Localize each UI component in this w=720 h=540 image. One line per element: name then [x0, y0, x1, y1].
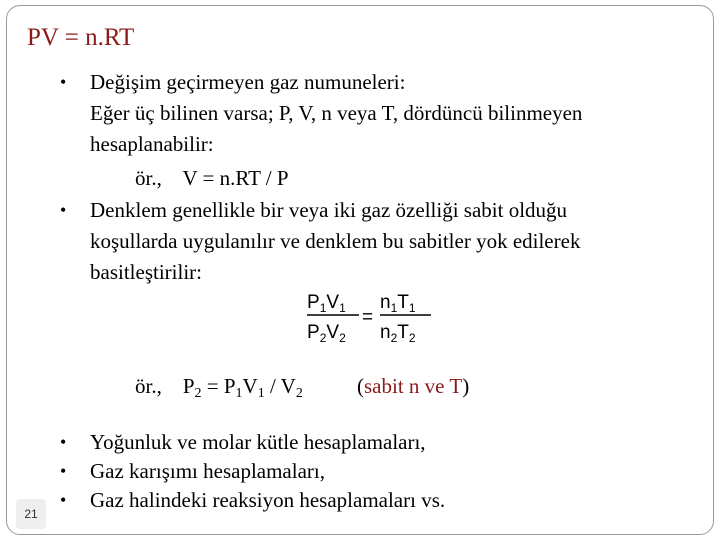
svg-text:P2V2: $P_2V_2$ — [307, 322, 346, 345]
bullet-1-line-3: hesaplanabilir: — [90, 132, 214, 156]
bullet-2-line-2: koşullarda uygulanılır ve denklem bu sabitler yok edilerek — [90, 229, 581, 253]
bullet-dot: • — [60, 490, 67, 510]
slide-title: PV = n.RT — [27, 24, 135, 51]
bullet-dot: • — [60, 461, 67, 481]
formula-n2: n — [380, 322, 391, 343]
svg-text:P1V1: $P_1V_1$ — [307, 292, 346, 315]
bullet-dot: • — [60, 200, 67, 220]
formula-p2: P — [307, 322, 320, 343]
bullet-2-example-note: (sabit n ve T) — [357, 374, 470, 398]
bullet-dot: • — [60, 72, 67, 92]
formula-equals: = — [362, 307, 374, 328]
bullet-2-example: ör., $P_2 = P_1V_1 / V_2$ — [135, 374, 303, 401]
bullet-1-line-2: Eğer üç bilinen varsa; P, V, n veya T, dördüncü bilinmeyen — [90, 101, 583, 125]
bullet-1-example: ör., V = n.RT / P — [135, 166, 289, 190]
formula-p1: P — [307, 292, 320, 313]
combined-gas-law-formula — [307, 287, 432, 349]
bullet-3: Yoğunluk ve molar kütle hesaplamaları, — [90, 430, 426, 454]
bullet-dot: • — [60, 432, 67, 452]
bullet-4: Gaz karışımı hesaplamaları, — [90, 459, 325, 483]
bullet-1-line-1: Değişim geçirmeyen gaz numuneleri: — [90, 70, 406, 94]
formula-n1: n — [380, 292, 391, 313]
bullet-5: Gaz halindeki reaksiyon hesaplamaları vs. — [90, 488, 446, 512]
svg-text:n2T2: $n_2T_2$ — [380, 322, 416, 345]
page-number: 21 — [16, 499, 46, 529]
bullet-2-line-1: Denklem genellikle bir veya iki gaz özelliği sabit olduğu — [90, 198, 568, 222]
svg-text:n1T1: $n_1T_1$ — [380, 292, 416, 315]
bullet-2-line-3: basitleştirilir: — [90, 260, 202, 284]
